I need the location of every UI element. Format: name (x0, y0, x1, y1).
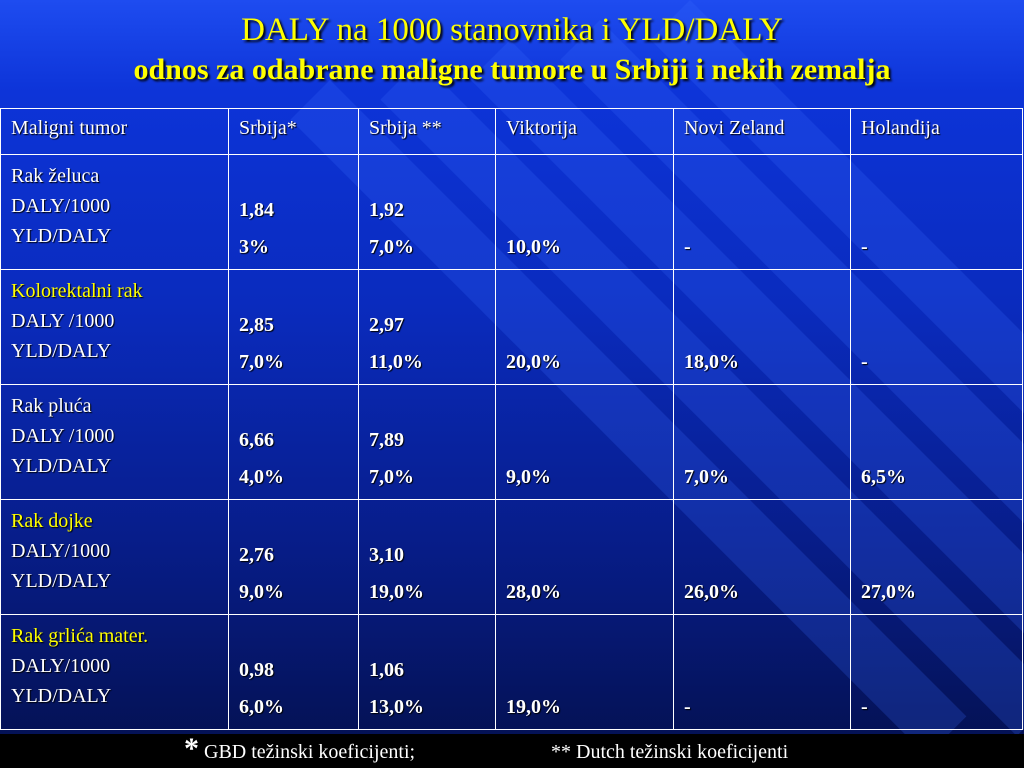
title-line-2: odnos za odabrane maligne tumore u Srbiji i nekih zemalja (133, 53, 891, 86)
srbija-dutch-daly: 2,97 (369, 314, 404, 336)
srbija-dutch-cell (359, 385, 496, 500)
header-novi-zeland: Novi Zeland (674, 109, 851, 155)
footnote-asterisk: * (184, 732, 199, 765)
viktorija-cell (496, 500, 674, 615)
srbija-dutch-daly: 7,89 (369, 429, 404, 451)
srbija-dutch-cell (359, 615, 496, 730)
tumor-name: Kolorektalni rak (11, 280, 143, 302)
tumor-cell (1, 615, 229, 730)
tumor-name: Rak grlića mater. (11, 625, 149, 647)
holandija-yld: - (861, 236, 868, 258)
viktorija-cell (496, 155, 674, 270)
holandija-yld: - (861, 351, 868, 373)
novi-zeland-yld: - (684, 236, 691, 258)
srbija-gbd-yld: 7,0% (239, 351, 284, 373)
srbija-dutch-yld: 13,0% (369, 696, 424, 718)
srbija-gbd-daly: 2,76 (239, 544, 274, 566)
novi-zeland-yld: 18,0% (684, 351, 739, 373)
novi-zeland-yld: - (684, 696, 691, 718)
srbija-gbd-yld: 4,0% (239, 466, 284, 488)
yld-label: YLD/DALY (11, 570, 112, 592)
viktorija-yld: 20,0% (506, 351, 561, 373)
novi-zeland-cell (674, 615, 851, 730)
srbija-gbd-daly: 2,85 (239, 314, 274, 336)
daly-label: DALY /1000 (11, 425, 115, 447)
srbija-gbd-yld: 6,0% (239, 696, 284, 718)
header-viktorija: Viktorija (496, 109, 674, 155)
novi-zeland-cell (674, 385, 851, 500)
viktorija-cell (496, 615, 674, 730)
viktorija-yld: 9,0% (506, 466, 551, 488)
holandija-cell (851, 500, 1023, 615)
yld-label: YLD/DALY (11, 340, 112, 362)
yld-label: YLD/DALY (11, 225, 112, 247)
srbija-dutch-daly: 3,10 (369, 544, 404, 566)
daly-label: DALY/1000 (11, 655, 111, 677)
viktorija-cell (496, 385, 674, 500)
tumor-name: Rak želuca (11, 165, 100, 187)
tumor-name: Rak pluća (11, 395, 92, 417)
srbija-gbd-cell (229, 155, 359, 270)
tumor-cell (1, 385, 229, 500)
data-table (0, 108, 1023, 730)
holandija-cell (851, 270, 1023, 385)
header-holandija: Holandija (851, 109, 1023, 155)
novi-zeland-cell (674, 500, 851, 615)
srbija-gbd-cell (229, 270, 359, 385)
srbija-dutch-cell (359, 155, 496, 270)
header-row (1, 109, 1023, 155)
holandija-cell (851, 155, 1023, 270)
srbija-gbd-yld: 9,0% (239, 581, 284, 603)
table-row (1, 155, 1023, 270)
tumor-name: Rak dojke (11, 510, 93, 532)
tumor-cell (1, 155, 229, 270)
viktorija-yld: 10,0% (506, 236, 561, 258)
holandija-yld: 6,5% (861, 466, 906, 488)
srbija-gbd-daly: 6,66 (239, 429, 274, 451)
srbija-dutch-daly: 1,06 (369, 659, 404, 681)
holandija-cell (851, 615, 1023, 730)
srbija-gbd-yld: 3% (239, 236, 269, 258)
title-line-1: DALY na 1000 stanovnika i YLD/DALY (241, 12, 783, 48)
slide-title (0, 10, 1024, 90)
header-srbija-gbd: Srbija* (229, 109, 359, 155)
table-row (1, 385, 1023, 500)
yld-label: YLD/DALY (11, 455, 112, 477)
srbija-gbd-cell (229, 385, 359, 500)
tumor-cell (1, 270, 229, 385)
daly-label: DALY/1000 (11, 195, 111, 217)
viktorija-cell (496, 270, 674, 385)
holandija-yld: - (861, 696, 868, 718)
novi-zeland-cell (674, 270, 851, 385)
srbija-gbd-cell (229, 615, 359, 730)
srbija-gbd-daly: 0,98 (239, 659, 274, 681)
viktorija-yld: 19,0% (506, 696, 561, 718)
srbija-dutch-yld: 11,0% (369, 351, 423, 373)
novi-zeland-yld: 26,0% (684, 581, 739, 603)
footnote-dutch: ** Dutch težinski koeficijenti (551, 741, 789, 763)
srbija-gbd-cell (229, 500, 359, 615)
srbija-dutch-yld: 7,0% (369, 236, 414, 258)
tumor-cell (1, 500, 229, 615)
novi-zeland-yld: 7,0% (684, 466, 729, 488)
srbija-dutch-yld: 7,0% (369, 466, 414, 488)
srbija-dutch-cell (359, 270, 496, 385)
srbija-dutch-daly: 1,92 (369, 199, 404, 221)
srbija-gbd-daly: 1,84 (239, 199, 274, 221)
table-row (1, 500, 1023, 615)
footnote-gbd: GBD težinski koeficijenti; (204, 741, 416, 763)
footnote-bar (0, 734, 1024, 768)
novi-zeland-cell (674, 155, 851, 270)
yld-label: YLD/DALY (11, 685, 112, 707)
daly-label: DALY/1000 (11, 540, 111, 562)
srbija-dutch-yld: 19,0% (369, 581, 424, 603)
table-row (1, 615, 1023, 730)
srbija-dutch-cell (359, 500, 496, 615)
holandija-cell (851, 385, 1023, 500)
viktorija-yld: 28,0% (506, 581, 561, 603)
header-tumor: Maligni tumor (1, 109, 229, 155)
header-srbija-dutch: Srbija ** (359, 109, 496, 155)
holandija-yld: 27,0% (861, 581, 916, 603)
table-row (1, 270, 1023, 385)
daly-label: DALY /1000 (11, 310, 115, 332)
